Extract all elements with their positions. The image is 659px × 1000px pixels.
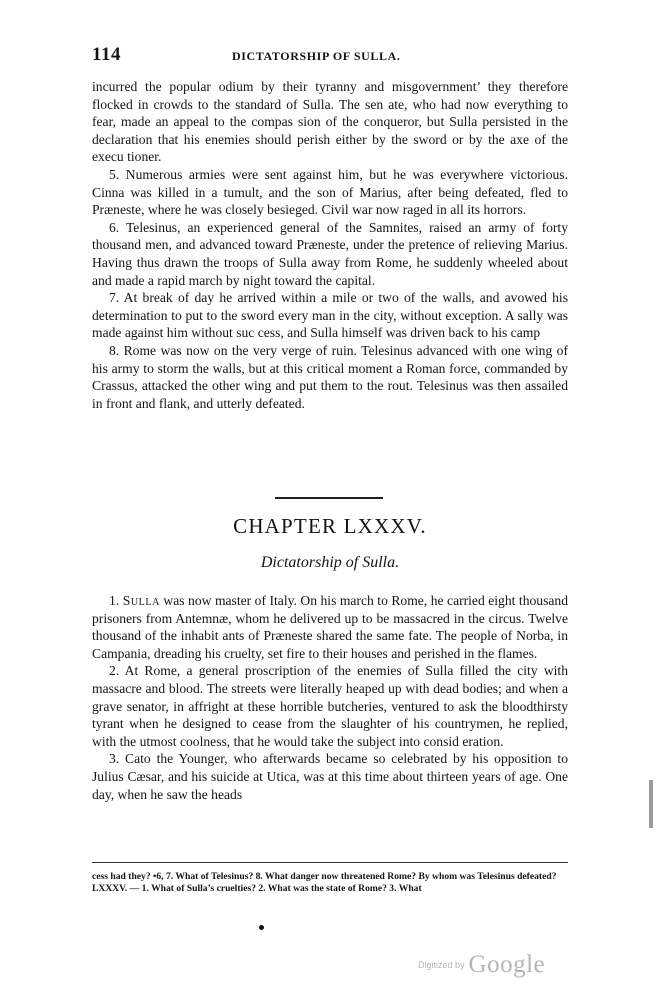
digitization-watermark xyxy=(418,951,545,979)
page-header xyxy=(92,44,572,68)
footnote-questions-2: LXXXV. — 1. What of Sulla’s cruelties? 2. What was the state of Rome? 3. What xyxy=(92,883,422,895)
watermark-brand: Google xyxy=(468,951,546,978)
chapter-paragraph-1 xyxy=(92,592,568,662)
page-edge-mark xyxy=(649,780,653,828)
page-number: 114 xyxy=(92,44,121,65)
ink-dot xyxy=(259,925,264,930)
footnote-questions-1: cess had they? •6, 7. What of Telesinus? 8. What danger now threatened Rome? By whom was Telesinus defeated? xyxy=(92,871,557,882)
lead-word: Sulla xyxy=(122,593,160,608)
paragraph-8: 8. Rome was now on the very verge of ruin. Telesinus advanced with one wing of his army to storm the walls, but at this critical moment a Roman force, commanded by Crassus, attacked the other wing and put them to the rout. Telesinus was then assailed in front and flank, and utterly defeated. xyxy=(92,342,568,411)
paragraph-continued: incurred the popular odium by their tyranny and misgovernment’ they therefore flocked in crowds to the standard of Sulla. The sen ate, who had now everything to fear, made an appeal to the compas sion of the conqueror, but Sulla persisted in the declaration that his enemies should perish either by the sword or by the axe of the execu tioner. xyxy=(92,79,568,165)
paragraph-7: 7. At break of day he arrived within a mile or two of the walls, and avowed his determination to put to the sword every man in the city, without exception. A sally was made against him without suc cess, and Sulla himself was driven back to his camp xyxy=(92,290,568,341)
chapter-paragraph-3: 3. Cato the Younger, who afterwards became so celebrated by his opposition to Julius Cæsar, and his suicide at Utica, was at this time about thirteen years of age. One day, when he saw the heads xyxy=(92,751,568,802)
paragraph-body: was now master of Italy. On his march to Rome, he carried eight thousand prisoners from Antemnæ, whom he delivered up to be massacred in the circus. Twelve thousand of the inhabit ants of Præneste shared the same fate. The people of Norba, in Campania, dreading his cruelty, set fire to their houses and perished in the flames. xyxy=(92,593,569,661)
chapter-title: CHAPTER LXXXV. xyxy=(233,514,427,538)
footnote-rule xyxy=(92,862,568,863)
chapter-text xyxy=(92,592,568,803)
section-divider xyxy=(275,497,383,499)
footnotes xyxy=(92,871,568,896)
running-head: DICTATORSHIP OF SULLA. xyxy=(232,49,401,63)
chapter-subtitle: Dictatorship of Sulla. xyxy=(260,554,400,571)
continuation-text xyxy=(92,78,568,412)
paragraph-5: 5. Numerous armies were sent against him, but he was everywhere victorious. Cinna was killed in a tumult, and the son of Marius, after being defeated, fled to Præneste, where he was closely besieged. Civil war now raged in all its horrors. xyxy=(92,166,568,218)
paragraph-6: 6. Telesinus, an experienced general of the Samnites, raised an army of forty thousand men, and advanced toward Præneste, under the pretence of relieving Marius. Having thus drawn the troops of Sulla away from Rome, he suddenly wheeled about and made a rapid march by night toward the capital. xyxy=(92,219,568,288)
chapter-paragraph-2: 2. At Rome, a general proscription of the enemies of Sulla filled the city with massacre and blood. The streets were literally heaped up with dead bodies; and when a grave senator, in affright at these horrible butcheries, ventured to ask the bloodthirsty tyrant when he designed to cease from the slaughter of his countrymen, he replied, with the utmost coolness, that he would take the subject into consid eration. xyxy=(92,663,568,749)
watermark-prefix: Digitized by xyxy=(418,960,465,970)
paragraph-number: 1. xyxy=(109,593,120,608)
